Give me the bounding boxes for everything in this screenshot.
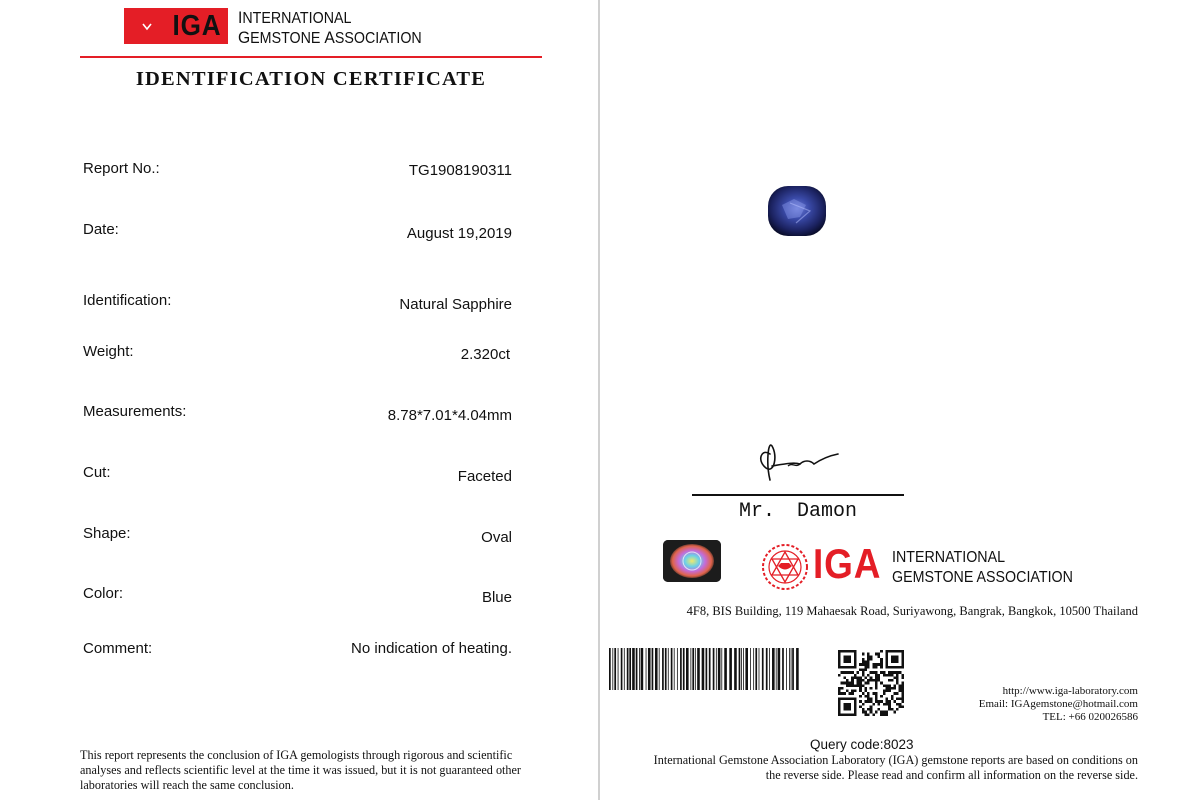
certificate-title: IDENTIFICATION CERTIFICATE: [135, 68, 487, 90]
footer-logo-iga: IGA: [813, 540, 882, 587]
field-value-date: August 19,2019: [406, 225, 512, 242]
iga-logo-badge: [124, 8, 228, 44]
field-label-identification: Identification:: [83, 292, 172, 309]
header-divider: [80, 56, 542, 58]
field-label-shape: Shape:: [83, 525, 131, 542]
report-conditions-note: International Gemstone Association Laboratory (IGA) gemstone reports are based on conditions on the reverse side. Please read and confirm all information on the reverse side.: [653, 753, 1138, 782]
query-code: Query code:8023: [810, 737, 914, 752]
field-value-weight: 2.320ct: [460, 346, 510, 363]
signature-image: [748, 434, 848, 484]
field-label-color: Color:: [83, 585, 124, 602]
field-value-identification: Natural Sapphire: [399, 296, 512, 313]
contact-phone: TEL: +66 020026586: [1042, 711, 1138, 723]
field-label-cut: Cut:: [83, 464, 111, 481]
field-label-comment: Comment:: [83, 640, 153, 657]
footer-logo-association-name: INTERNATIONAL GEMSTONE ASSOCIATION: [892, 549, 1073, 586]
field-value-measurements: 8.78*7.01*4.04mm: [387, 407, 512, 424]
signature-line: [692, 494, 904, 496]
qr-code-image: [838, 650, 904, 716]
barcode-image: [609, 648, 799, 690]
logo-association-name: INTERNATIONAL GEMSTONE ASSOCIATION: [238, 8, 422, 47]
lab-address: 4F8, BIS Building, 119 Mahaesak Road, Suriyawong, Bangrak, Bangkok, 10500 Thailand: [686, 604, 1138, 618]
field-label-weight: Weight:: [83, 343, 134, 360]
field-value-cut: Faceted: [457, 468, 512, 485]
contact-website: http://www.iga-laboratory.com: [1002, 685, 1138, 697]
field-label-report-no: Report No.:: [83, 160, 160, 177]
hologram-sticker: [663, 540, 721, 582]
field-value-report-no: TG1908190311: [408, 162, 512, 179]
sapphire-photo: [766, 183, 828, 239]
field-value-comment: No indication of heating.: [351, 640, 512, 657]
field-value-color: Blue: [481, 589, 512, 606]
logo-mark-icon: [142, 21, 152, 31]
signer-name: Mr. Damon: [738, 500, 858, 523]
field-label-date: Date:: [83, 221, 119, 238]
field-value-shape: Oval: [481, 529, 512, 546]
logo-iga-text: IGA: [172, 9, 222, 42]
contact-email: Email: IGAgemstone@hotmail.com: [978, 698, 1138, 710]
field-label-measurements: Measurements:: [83, 403, 187, 420]
hologram-icon: [663, 540, 721, 582]
disclaimer-text: This report represents the conclusion of IGA gemologists through rigorous and scientific analyses and reflects scientific level at the time it was issued, but it is not guaranteed other laboratories will reach the same conclusion.: [80, 748, 521, 792]
iga-seal-icon: [761, 543, 809, 591]
